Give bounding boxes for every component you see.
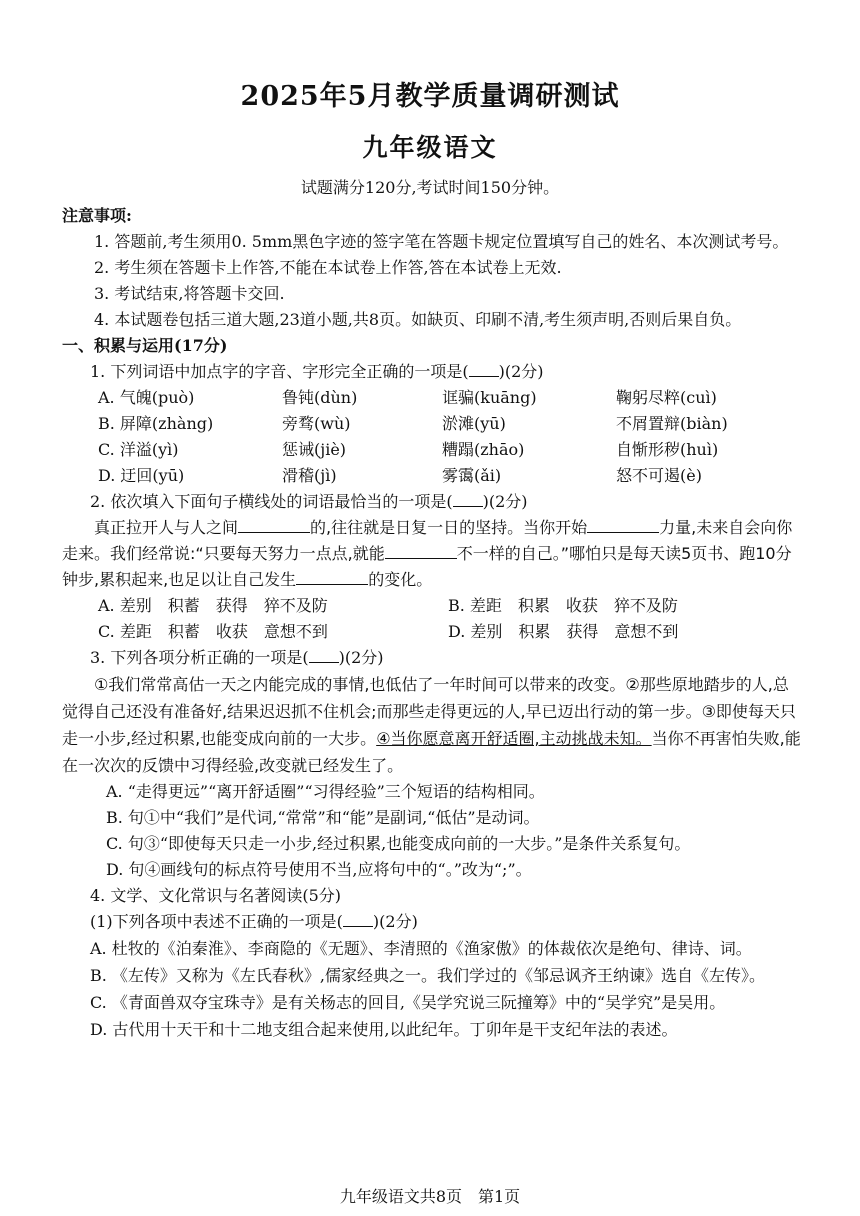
notes-heading: 注意事项:: [62, 206, 132, 225]
option-c: C. 《青面兽双夺宝珠寺》是有关杨志的回目,《吴学究说三阮撞筹》中的“吴学究”是吴用。: [90, 993, 726, 1012]
answer-blank: [469, 362, 499, 377]
answer-blank: [309, 648, 339, 663]
option-cell: 自惭形秽(huì): [616, 440, 719, 459]
option-cell: D. 迂回(yū): [98, 466, 185, 485]
question-3-passage: ①我们常常高估一天之内能完成的事情,也低估了一年时间可以带来的改变。②那些原地踏步的人,总觉得自己还没有准备好,结果迟迟抓不住机会;而那些走得更远的人,早已迈出行动的第一步。③即使每天只走一小步,经过积累,也能变成向前的一大步。④当你愿意离开舒适圈,主动挑战未知。当你不再害怕失败,能在一次次的反馈中习得经验,改变就已经发生了。: [62, 675, 801, 775]
question-4-sub-1: (1)下列各项中表述不正确的一项是( )(2分): [90, 912, 418, 931]
exam-subject: 九年级语文: [362, 133, 498, 162]
underlined-sentence: ④当你愿意离开舒适圈,主动挑战未知。: [376, 729, 652, 748]
fill-blank: [238, 516, 310, 533]
note-item: 4. 本试题卷包括三道大题,23道小题,共8页。如缺页、印刷不清,考生须声明,否则后果自负。: [94, 310, 742, 329]
option-c: C. 差距 积蓄 收获 意想不到: [98, 622, 328, 641]
option-cell: 淤滩(yū): [442, 414, 506, 433]
option-cell: A. 气魄(può): [98, 388, 195, 407]
section-heading: 一、积累与运用(17分): [62, 336, 228, 355]
answer-blank: [343, 912, 373, 927]
page-footer: 九年级语文共8页 第1页: [339, 1187, 521, 1206]
note-item: 1. 答题前,考生须用0. 5mm黑色字迹的签字笔在答题卡规定位置填写自己的姓名、本次测试考号。: [94, 232, 789, 251]
answer-blank: [453, 492, 483, 507]
option-d: D. 句④画线句的标点符号使用不当,应将句中的“。”改为“;”。: [106, 860, 532, 879]
option-cell: 糟蹋(zhāo): [442, 440, 525, 459]
question-4-stem: 4. 文学、文化常识与名著阅读(5分): [90, 886, 342, 905]
option-a: A. “走得更远”“离开舒适圈”“习得经验”三个短语的结构相同。: [106, 782, 545, 801]
option-a: A. 差别 积蓄 获得 猝不及防: [98, 596, 328, 615]
exam-title: 2025年5月教学质量调研测试: [240, 81, 620, 112]
question-1-stem: 1. 下列词语中加点字的字音、字形完全正确的一项是( )(2分): [90, 362, 544, 381]
exam-body: [62, 203, 802, 1043]
question-2-passage: 真正拉开人与人之间 的,往往就是日复一日的坚持。当你开始 力量,未来自会向你走来。我们经常说:“只要每天努力一点点,就能 不一样的自己。”哪怕只是每天读5页书、跑10分钟步,累积起来,也足以让自己发生 的变化。: [62, 518, 793, 589]
fill-blank: [385, 542, 457, 559]
option-cell: 不屑置辩(biàn): [616, 414, 728, 433]
option-cell: 诓骗(kuāng): [442, 388, 537, 407]
option-cell: 雾霭(ǎi): [442, 466, 502, 485]
option-cell: B. 屏障(zhàng): [98, 414, 214, 433]
question-1-options: [62, 385, 802, 489]
option-cell: 滑稽(jì): [282, 466, 337, 485]
option-b: B. 句①中“我们”是代词,“常常”和“能”是副词,“低估”是动词。: [106, 808, 540, 827]
question-2-options: [62, 593, 802, 645]
option-c: C. 句③“即使每天只走一小步,经过积累,也能变成向前的一大步。”是条件关系复句。: [106, 834, 691, 853]
exam-meta: 试题满分120分,考试时间150分钟。: [300, 178, 560, 197]
option-cell: 怒不可遏(è): [616, 466, 702, 485]
fill-blank: [587, 516, 659, 533]
question-3-stem: 3. 下列各项分析正确的一项是( )(2分): [90, 648, 384, 667]
note-item: 2. 考生须在答题卡上作答,不能在本试卷上作答,答在本试卷上无效.: [94, 258, 562, 277]
option-b: B. 《左传》又称为《左氏春秋》,儒家经典之一。我们学过的《邹忌讽齐王纳谏》选自《左传》。: [90, 966, 766, 985]
note-item: 3. 考试结束,将答题卡交回.: [94, 284, 285, 303]
option-b: B. 差距 积累 收获 猝不及防: [448, 596, 678, 615]
option-cell: 鲁钝(dùn): [282, 388, 358, 407]
option-cell: 旁骛(wù): [282, 414, 351, 433]
option-cell: 惩诫(jiè): [282, 440, 347, 459]
option-d: D. 差别 积累 获得 意想不到: [448, 622, 679, 641]
option-d: D. 古代用十天干和十二地支组合起来使用,以此纪年。丁卯年是干支纪年法的表述。: [90, 1020, 678, 1039]
fill-blank: [296, 568, 368, 585]
option-a: A. 杜牧的《泊秦淮》、李商隐的《无题》、李清照的《渔家傲》的体裁依次是绝句、律诗、词。: [90, 939, 752, 958]
question-2-stem: 2. 依次填入下面句子横线处的词语最恰当的一项是( )(2分): [90, 492, 528, 511]
option-cell: C. 洋溢(yì): [98, 440, 179, 459]
option-cell: 鞠躬尽粹(cuì): [616, 388, 717, 407]
